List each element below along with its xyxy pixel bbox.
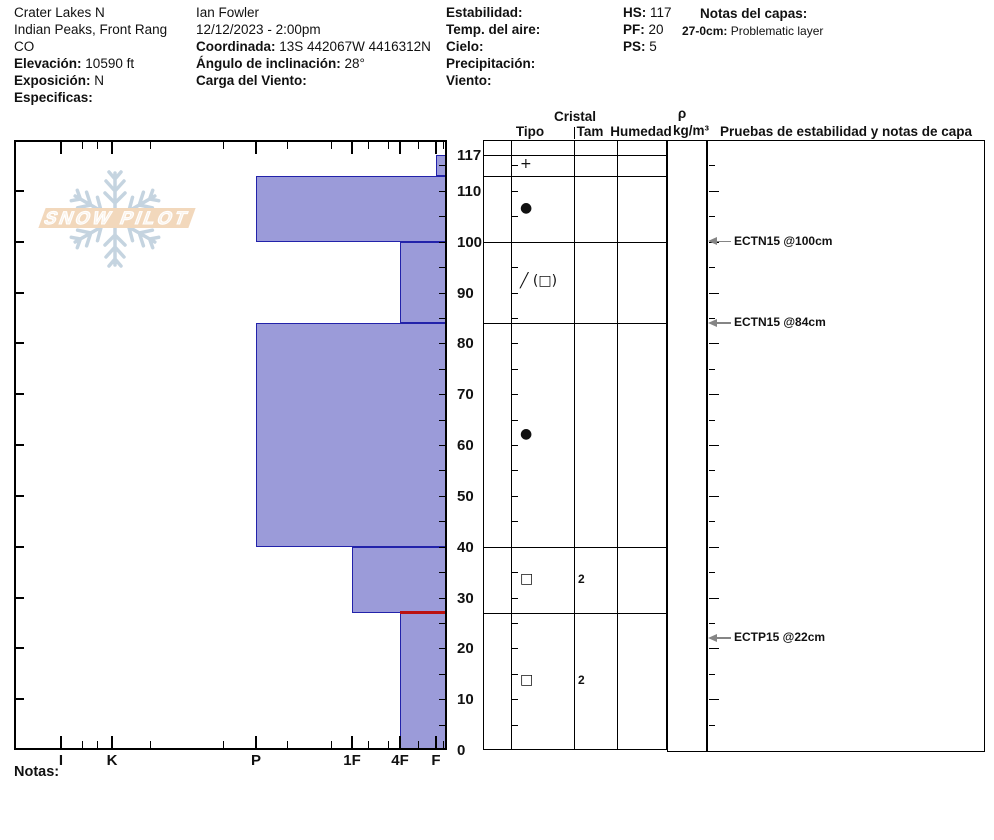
grain-type-symbol: □ [520, 570, 534, 587]
table-depth-tick [512, 470, 518, 471]
depth-label: 30 [457, 589, 474, 607]
table-depth-tick [512, 242, 518, 243]
pf-line: PF: 20 [623, 21, 664, 37]
coordinates-line: Coordinada: 13S 442067W 4416312N [196, 38, 431, 54]
stability-tests-header: Pruebas de estabilidad y notas de capa [719, 124, 973, 139]
depth-tick [439, 674, 445, 675]
aspect-line: Exposición: N [14, 72, 105, 88]
site-range: Indian Peaks, Front Rang [14, 21, 168, 37]
hardness-label: P [250, 752, 261, 769]
stability-depth-tick [709, 165, 715, 166]
table-depth-tick [512, 165, 518, 166]
depth-tick [439, 394, 445, 395]
table-depth-tick [512, 496, 518, 497]
depth-tick [439, 343, 445, 344]
hardness-major-tick [435, 142, 437, 154]
table-depth-tick [512, 674, 518, 675]
stability-depth-tick [709, 496, 719, 497]
main-chart-frame [14, 140, 447, 750]
depth-tick [439, 369, 445, 370]
depth-tick [439, 293, 445, 294]
hardness-major-tick [60, 142, 62, 154]
hardness-major-tick [351, 142, 353, 154]
hardness-major-tick [60, 736, 62, 748]
cristal-header: Cristal [553, 109, 597, 124]
depth-label: 117 [457, 147, 482, 165]
tam-header: Tam [576, 124, 604, 139]
table-depth-tick [512, 521, 518, 522]
depth-label: 110 [457, 182, 482, 200]
stability-test-label: ECTN15 @100cm [734, 233, 833, 248]
grain-type-symbol: + [520, 156, 532, 173]
stability-depth-tick [709, 725, 715, 726]
depth-tick [439, 445, 445, 446]
snowpilot-logo-text: SNOW PILOT [41, 207, 193, 228]
hardness-minor-tick [331, 741, 332, 748]
hardness-minor-tick [82, 142, 83, 149]
depth-tick [16, 444, 24, 446]
stability-depth-tick [709, 572, 715, 573]
depth-tick [16, 292, 24, 294]
depth-tick [439, 572, 445, 573]
depth-tick [439, 521, 445, 522]
layer-boundary-line [483, 155, 667, 156]
depth-tick [16, 495, 24, 497]
table-depth-tick [512, 420, 518, 421]
density-units-header: kg/m³ [672, 123, 709, 138]
hardness-minor-tick [82, 741, 83, 748]
stability-depth-tick [709, 343, 719, 344]
depth-tick [439, 598, 445, 599]
depth-tick [439, 547, 445, 548]
depth-label: 10 [457, 691, 474, 709]
depth-tick [16, 647, 24, 649]
stability-depth-tick [709, 598, 719, 599]
stability-label: Estabilidad: [446, 5, 523, 20]
stability-depth-tick [709, 369, 715, 370]
depth-tick [16, 597, 24, 599]
grain-type-symbol: □ [520, 672, 534, 689]
layer-note-depth: 27-0cm: [682, 24, 728, 38]
hardness-minor-tick [418, 741, 419, 748]
depth-tick [16, 393, 24, 395]
depth-label: 60 [457, 437, 474, 454]
observer-name: Ian Fowler [196, 5, 260, 20]
precip-label: Precipitación: [446, 55, 536, 71]
depth-label: 50 [457, 487, 474, 505]
hardness-major-tick [435, 736, 437, 748]
notes-label: Notas: [14, 764, 60, 780]
hardness-minor-tick [287, 741, 288, 748]
table-column-divider [574, 140, 575, 750]
depth-label: 70 [457, 386, 474, 404]
humedad-header: Humedad [610, 124, 672, 139]
table-depth-tick [512, 191, 518, 192]
hardness-minor-tick [150, 741, 151, 748]
table-depth-tick [512, 598, 518, 599]
hardness-label: F [431, 752, 441, 769]
grain-size-value: 2 [578, 673, 585, 688]
depth-tick [439, 699, 445, 700]
hardness-minor-tick [443, 142, 444, 149]
grain-type-symbol: ● [520, 425, 533, 442]
stability-depth-tick [709, 521, 715, 522]
depth-tick [439, 648, 445, 649]
table-depth-tick [512, 343, 518, 344]
depth-label: 80 [457, 335, 474, 353]
table-depth-tick [512, 547, 518, 548]
hardness-minor-tick [97, 142, 98, 149]
stability-depth-tick [709, 420, 715, 421]
stability-depth-tick [709, 623, 715, 624]
test-arrow-shaft [716, 637, 731, 639]
depth-tick [439, 165, 445, 166]
stability-depth-tick [709, 293, 719, 294]
hardness-minor-tick [368, 142, 369, 149]
depth-tick [439, 420, 445, 421]
layer-note-text: Problematic layer [730, 24, 824, 38]
hardness-minor-tick [418, 142, 419, 149]
depth-tick [16, 241, 24, 243]
depth-tick [16, 546, 24, 548]
depth-tick [439, 191, 445, 192]
table-depth-tick [512, 293, 518, 294]
hardness-label: K [106, 752, 118, 769]
depth-label: 20 [457, 640, 474, 658]
stability-depth-tick [709, 191, 719, 192]
table-depth-tick [512, 725, 518, 726]
layer-boundary-line [483, 242, 667, 243]
depth-label: 90 [457, 284, 474, 302]
specifics-line: Especificas: [14, 89, 93, 105]
site-name: Crater Lakes N [14, 5, 105, 20]
hardness-major-tick [399, 142, 401, 154]
hardness-minor-tick [331, 142, 332, 149]
stability-depth-tick [709, 699, 719, 700]
depth-label: 40 [457, 538, 474, 556]
sky-label: Cielo: [446, 38, 484, 54]
hardness-minor-tick [287, 142, 288, 149]
grain-type-symbol: ● [520, 199, 533, 216]
depth-tick [439, 623, 445, 624]
depth-tick [439, 216, 445, 217]
depth-label: 0 [457, 742, 466, 759]
layer-boundary-line [483, 547, 667, 548]
stability-depth-tick [709, 470, 715, 471]
layer-boundary-line [483, 176, 667, 177]
density-symbol-header: ρ [677, 106, 687, 121]
table-depth-tick [512, 318, 518, 319]
depth-tick [439, 496, 445, 497]
hardness-minor-tick [150, 142, 151, 149]
depth-tick [16, 190, 24, 192]
stability-depth-tick [709, 267, 715, 268]
site-state: CO [14, 38, 35, 54]
layer-boundary-line [483, 613, 667, 614]
grain-size-value: 2 [578, 571, 585, 586]
depth-tick [439, 725, 445, 726]
stability-depth-tick [709, 547, 719, 548]
hardness-minor-tick [368, 741, 369, 748]
depth-label: 100 [457, 233, 483, 251]
grain-type-symbol: ╱ (□) [520, 273, 558, 290]
elevation-line: Elevación: 10590 ft [14, 55, 135, 71]
table-depth-tick [512, 267, 518, 268]
hardness-major-tick [351, 736, 353, 748]
wind-label: Viento: [446, 72, 492, 88]
depth-tick [439, 318, 445, 319]
hardness-major-tick [399, 736, 401, 748]
stability-depth-tick [709, 216, 715, 217]
depth-tick [439, 242, 445, 243]
hardness-minor-tick [388, 741, 389, 748]
hardness-minor-tick [223, 142, 224, 149]
hardness-label: 4F [391, 752, 409, 769]
stability-depth-tick [709, 674, 715, 675]
air-temp-label: Temp. del aire: [446, 21, 541, 37]
density-column-frame [667, 140, 707, 752]
table-depth-tick [512, 648, 518, 649]
hardness-label: 1F [343, 752, 361, 769]
hs-line: HS: 117 [623, 5, 672, 20]
test-arrow-shaft [716, 322, 731, 324]
table-depth-tick [512, 369, 518, 370]
hardness-minor-tick [223, 741, 224, 748]
ps-line: PS: 5 [623, 38, 657, 54]
table-depth-tick [512, 394, 518, 395]
table-depth-tick [512, 699, 518, 700]
stability-depth-tick [709, 648, 719, 649]
table-depth-tick [512, 572, 518, 573]
tipo-header: Tipo [515, 124, 545, 139]
depth-tick [439, 470, 445, 471]
depth-tick [439, 267, 445, 268]
hardness-major-tick [255, 736, 257, 748]
hardness-major-tick [255, 142, 257, 154]
table-column-divider [617, 140, 618, 750]
stability-test-label: ECTP15 @22cm [734, 630, 826, 645]
slope-angle-line: Ángulo de inclinación: 28° [196, 55, 365, 71]
stability-depth-tick [709, 394, 719, 395]
observation-datetime: 12/12/2023 - 2:00pm [196, 21, 321, 37]
hardness-minor-tick [388, 142, 389, 149]
table-depth-tick [512, 445, 518, 446]
stability-column-frame [707, 140, 985, 752]
table-depth-tick [512, 623, 518, 624]
table-depth-tick [512, 216, 518, 217]
depth-tick [16, 342, 24, 344]
test-arrow-shaft [716, 241, 731, 243]
wind-load-line: Carga del Viento: [196, 72, 307, 88]
hardness-major-tick [111, 736, 113, 748]
stability-test-label: ECTN15 @84cm [734, 315, 826, 329]
hardness-minor-tick [443, 741, 444, 748]
hardness-minor-tick [97, 741, 98, 748]
hardness-label: I [58, 752, 64, 769]
depth-tick [16, 698, 24, 700]
layer-notes-title: Notas del capas: [700, 6, 808, 21]
layer-boundary-line [483, 323, 667, 324]
hardness-major-tick [111, 142, 113, 154]
stability-depth-tick [709, 445, 719, 446]
